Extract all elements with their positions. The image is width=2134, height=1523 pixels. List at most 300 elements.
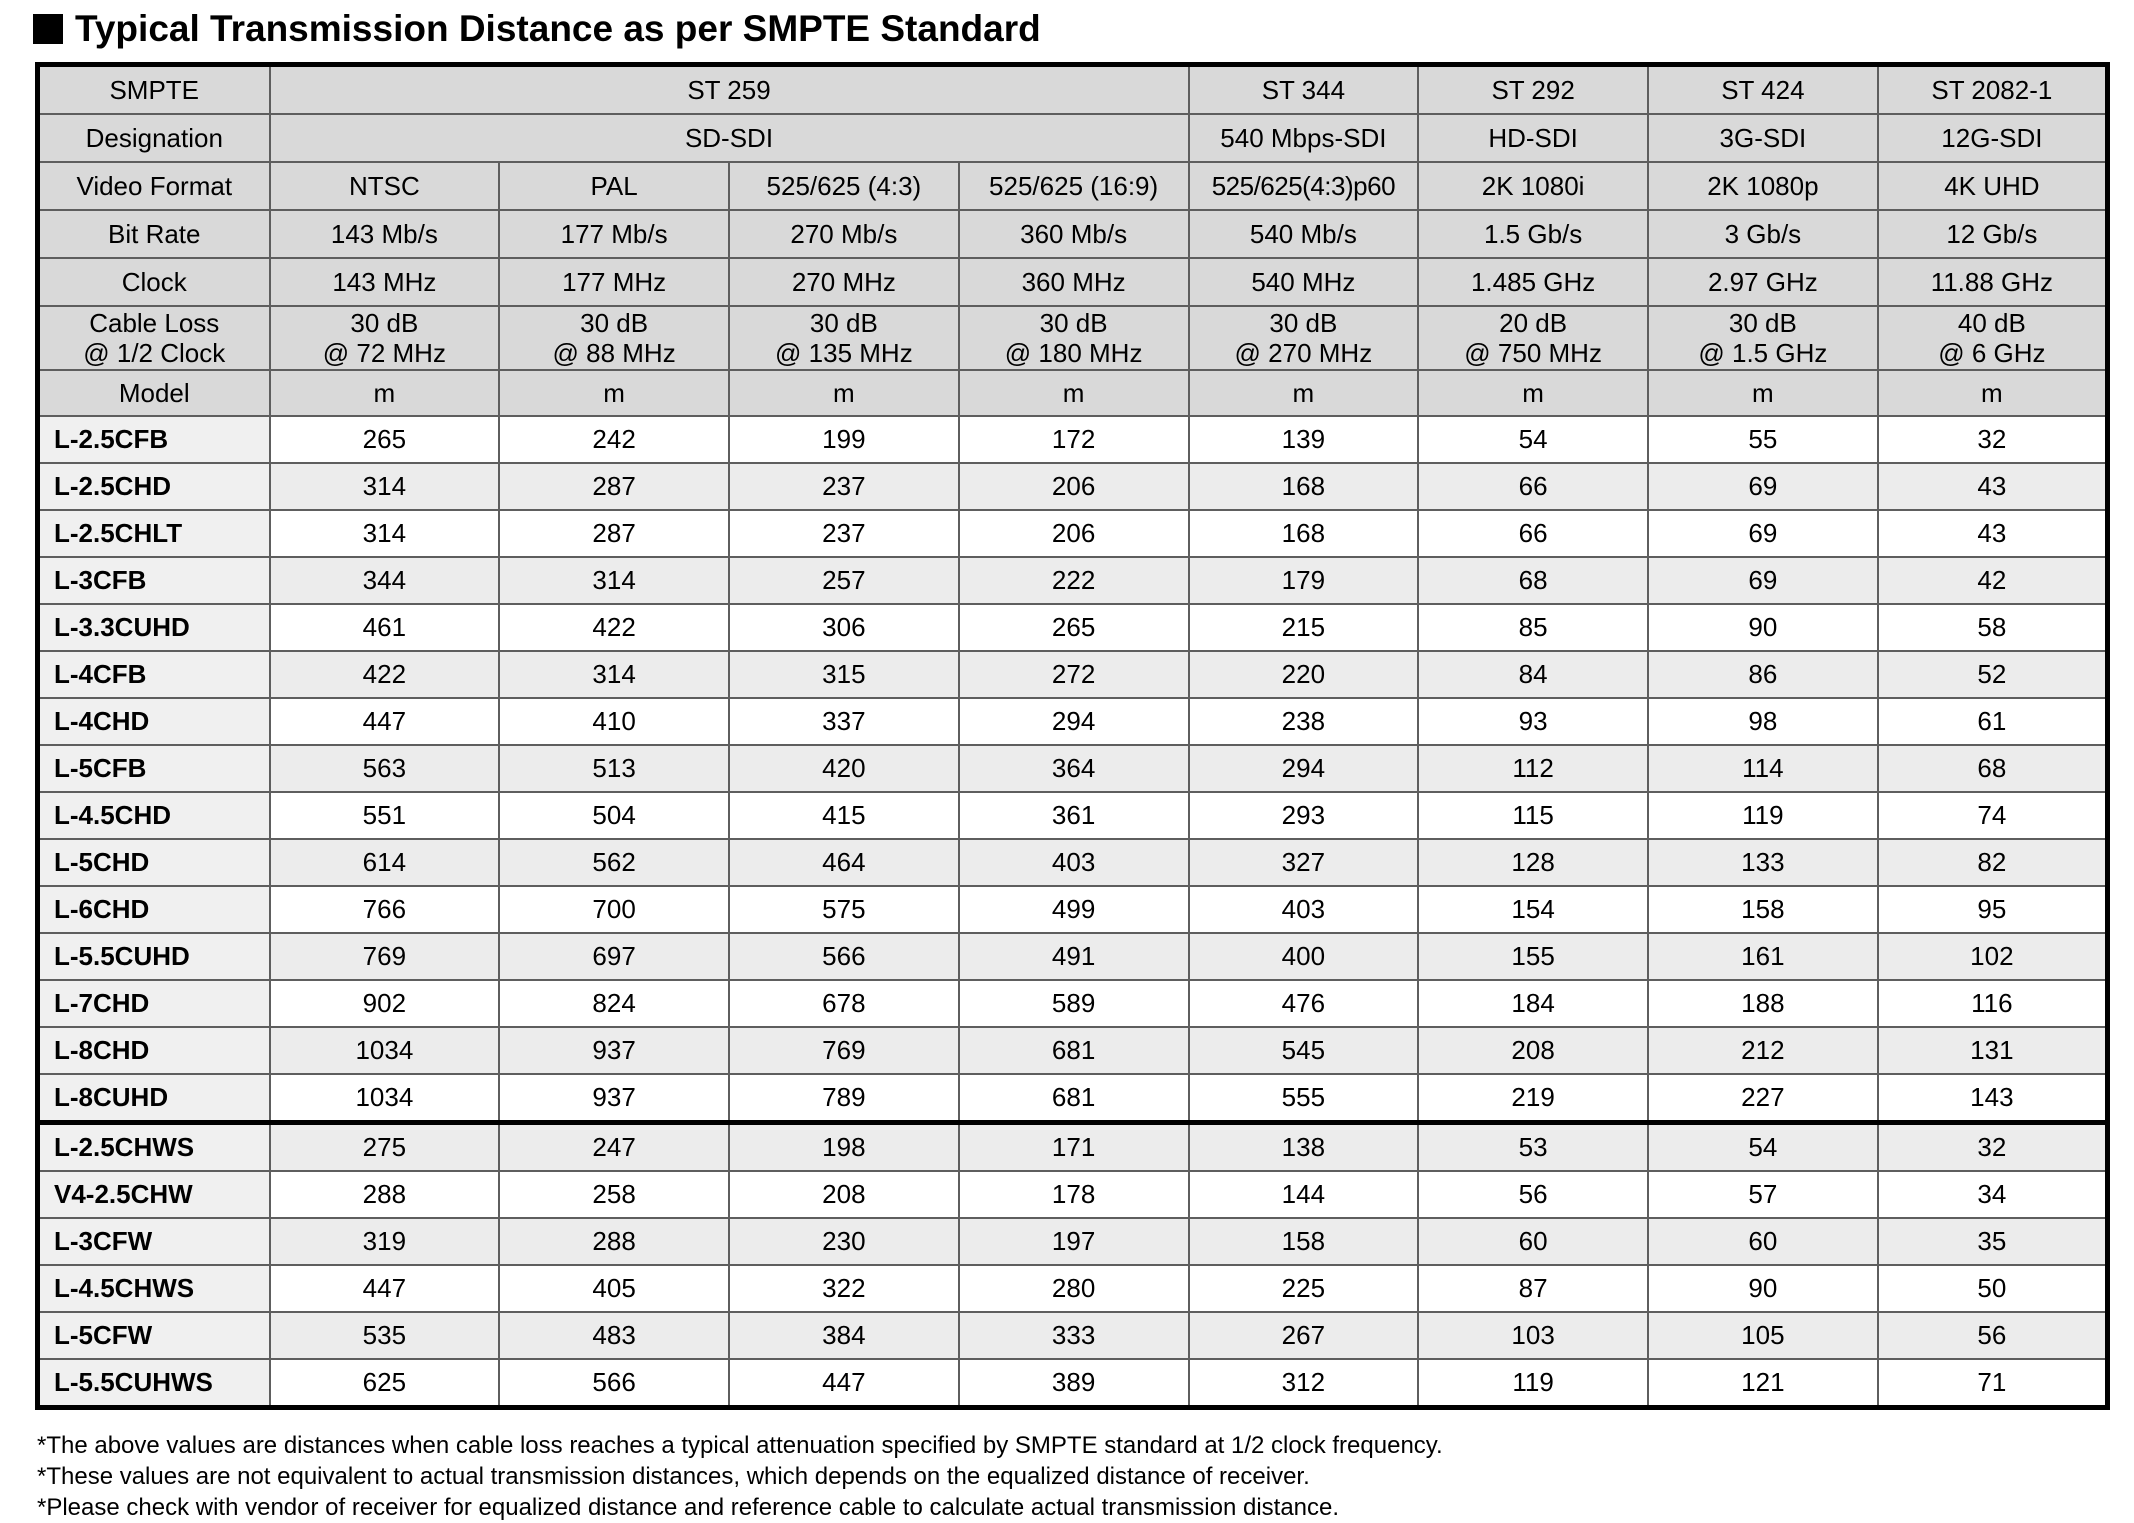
value-cell: 499 bbox=[959, 886, 1189, 933]
value-cell: 119 bbox=[1648, 792, 1878, 839]
value-cell: 208 bbox=[729, 1171, 959, 1218]
unit-cell: m bbox=[270, 370, 500, 416]
cable-loss-row bbox=[38, 306, 2108, 370]
value-cell: 155 bbox=[1418, 933, 1648, 980]
value-cell: 625 bbox=[270, 1359, 500, 1408]
value-cell: 158 bbox=[1189, 1218, 1419, 1265]
header-cell: 525/625 (16:9) bbox=[959, 162, 1189, 210]
value-cell: 230 bbox=[729, 1218, 959, 1265]
value-cell: 483 bbox=[499, 1312, 729, 1359]
value-cell: 1034 bbox=[270, 1074, 500, 1123]
page-title bbox=[33, 8, 1041, 50]
value-cell: 69 bbox=[1648, 557, 1878, 604]
value-cell: 82 bbox=[1878, 839, 2108, 886]
cable-loss-line: @ 6 GHz bbox=[1938, 338, 2046, 368]
value-cell: 219 bbox=[1418, 1074, 1648, 1123]
header-cell: ST 2082-1 bbox=[1878, 65, 2108, 115]
row-label: Clock bbox=[38, 258, 270, 306]
value-cell: 56 bbox=[1418, 1171, 1648, 1218]
value-cell: 937 bbox=[499, 1027, 729, 1074]
model-cell: L-8CHD bbox=[38, 1027, 270, 1074]
value-cell: 66 bbox=[1418, 463, 1648, 510]
header-cell: 3 Gb/s bbox=[1648, 210, 1878, 258]
designation-row bbox=[38, 114, 2108, 162]
value-cell: 114 bbox=[1648, 745, 1878, 792]
value-cell: 102 bbox=[1878, 933, 2108, 980]
table-row bbox=[38, 1171, 2108, 1218]
table-row bbox=[38, 510, 2108, 557]
model-cell: L-7CHD bbox=[38, 980, 270, 1027]
header-cell: 143 MHz bbox=[270, 258, 500, 306]
header-cell bbox=[270, 306, 500, 370]
table-row bbox=[38, 416, 2108, 463]
footnote: *These values are not equivalent to actual transmission distances, which depends on the equalized distance of receiver. bbox=[37, 1463, 1310, 1490]
header-cell: SD-SDI bbox=[270, 114, 1189, 162]
value-cell: 242 bbox=[499, 416, 729, 463]
value-cell: 32 bbox=[1878, 1123, 2108, 1172]
value-cell: 199 bbox=[729, 416, 959, 463]
header-cell bbox=[1648, 306, 1878, 370]
value-cell: 575 bbox=[729, 886, 959, 933]
header-cell: 1.485 GHz bbox=[1418, 258, 1648, 306]
model-cell: L-4.5CHD bbox=[38, 792, 270, 839]
value-cell: 131 bbox=[1878, 1027, 2108, 1074]
cable-loss-line: @ 180 MHz bbox=[1004, 338, 1143, 368]
value-cell: 68 bbox=[1878, 745, 2108, 792]
value-cell: 403 bbox=[1189, 886, 1419, 933]
value-cell: 545 bbox=[1189, 1027, 1419, 1074]
unit-cell: m bbox=[499, 370, 729, 416]
value-cell: 566 bbox=[499, 1359, 729, 1408]
header-cell: 1.5 Gb/s bbox=[1418, 210, 1648, 258]
cable-loss-line: 30 dB bbox=[1269, 308, 1338, 338]
row-label: Designation bbox=[38, 114, 270, 162]
header-cell: 177 MHz bbox=[499, 258, 729, 306]
value-cell: 937 bbox=[499, 1074, 729, 1123]
value-cell: 168 bbox=[1189, 510, 1419, 557]
value-cell: 447 bbox=[729, 1359, 959, 1408]
cable-loss-line: 20 dB bbox=[1499, 308, 1568, 338]
value-cell: 319 bbox=[270, 1218, 500, 1265]
model-cell: L-3.3CUHD bbox=[38, 604, 270, 651]
value-cell: 902 bbox=[270, 980, 500, 1027]
value-cell: 1034 bbox=[270, 1027, 500, 1074]
row-label-line: @ 1/2 Clock bbox=[83, 338, 226, 368]
value-cell: 327 bbox=[1189, 839, 1419, 886]
value-cell: 422 bbox=[270, 651, 500, 698]
cable-loss-line: @ 1.5 GHz bbox=[1698, 338, 1828, 368]
value-cell: 98 bbox=[1648, 698, 1878, 745]
value-cell: 551 bbox=[270, 792, 500, 839]
value-cell: 681 bbox=[959, 1074, 1189, 1123]
value-cell: 227 bbox=[1648, 1074, 1878, 1123]
value-cell: 614 bbox=[270, 839, 500, 886]
unit-cell: m bbox=[1418, 370, 1648, 416]
value-cell: 60 bbox=[1418, 1218, 1648, 1265]
value-cell: 172 bbox=[959, 416, 1189, 463]
value-cell: 158 bbox=[1648, 886, 1878, 933]
value-cell: 138 bbox=[1189, 1123, 1419, 1172]
value-cell: 766 bbox=[270, 886, 500, 933]
header-cell: 360 Mb/s bbox=[959, 210, 1189, 258]
value-cell: 337 bbox=[729, 698, 959, 745]
header-cell: 3G-SDI bbox=[1648, 114, 1878, 162]
model-cell: L-8CUHD bbox=[38, 1074, 270, 1123]
model-cell: L-5.5CUHWS bbox=[38, 1359, 270, 1408]
value-cell: 58 bbox=[1878, 604, 2108, 651]
footnote: *Please check with vendor of receiver for equalized distance and reference cable to calculate actual transmission distance. bbox=[37, 1494, 1340, 1521]
value-cell: 116 bbox=[1878, 980, 2108, 1027]
unit-cell: m bbox=[1189, 370, 1419, 416]
page-title-text: Typical Transmission Distance as per SMPTE Standard bbox=[75, 8, 1041, 49]
value-cell: 566 bbox=[729, 933, 959, 980]
value-cell: 288 bbox=[499, 1218, 729, 1265]
value-cell: 476 bbox=[1189, 980, 1419, 1027]
value-cell: 447 bbox=[270, 1265, 500, 1312]
value-cell: 225 bbox=[1189, 1265, 1419, 1312]
header-cell bbox=[1418, 306, 1648, 370]
header-cell: 11.88 GHz bbox=[1878, 258, 2108, 306]
unit-cell: m bbox=[729, 370, 959, 416]
value-cell: 74 bbox=[1878, 792, 2108, 839]
value-cell: 415 bbox=[729, 792, 959, 839]
cable-loss-line: @ 88 MHz bbox=[552, 338, 676, 368]
table-row bbox=[38, 1123, 2108, 1172]
value-cell: 93 bbox=[1418, 698, 1648, 745]
value-cell: 344 bbox=[270, 557, 500, 604]
header-cell bbox=[729, 306, 959, 370]
value-cell: 237 bbox=[729, 510, 959, 557]
value-cell: 35 bbox=[1878, 1218, 2108, 1265]
model-cell: L-2.5CHLT bbox=[38, 510, 270, 557]
value-cell: 57 bbox=[1648, 1171, 1878, 1218]
value-cell: 128 bbox=[1418, 839, 1648, 886]
value-cell: 238 bbox=[1189, 698, 1419, 745]
table-row bbox=[38, 1359, 2108, 1408]
cable-loss-line: @ 72 MHz bbox=[322, 338, 446, 368]
value-cell: 144 bbox=[1189, 1171, 1419, 1218]
value-cell: 143 bbox=[1878, 1074, 2108, 1123]
value-cell: 105 bbox=[1648, 1312, 1878, 1359]
value-cell: 90 bbox=[1648, 604, 1878, 651]
header-cell: 540 Mbps-SDI bbox=[1189, 114, 1419, 162]
value-cell: 389 bbox=[959, 1359, 1189, 1408]
value-cell: 294 bbox=[1189, 745, 1419, 792]
value-cell: 272 bbox=[959, 651, 1189, 698]
value-cell: 535 bbox=[270, 1312, 500, 1359]
value-cell: 90 bbox=[1648, 1265, 1878, 1312]
value-cell: 32 bbox=[1878, 416, 2108, 463]
value-cell: 103 bbox=[1418, 1312, 1648, 1359]
value-cell: 700 bbox=[499, 886, 729, 933]
cable-loss-line: 30 dB bbox=[350, 308, 419, 338]
value-cell: 43 bbox=[1878, 463, 2108, 510]
value-cell: 71 bbox=[1878, 1359, 2108, 1408]
cable-loss-line: @ 270 MHz bbox=[1234, 338, 1373, 368]
value-cell: 179 bbox=[1189, 557, 1419, 604]
row-label: Bit Rate bbox=[38, 210, 270, 258]
value-cell: 314 bbox=[270, 510, 500, 557]
value-cell: 257 bbox=[729, 557, 959, 604]
value-cell: 287 bbox=[499, 463, 729, 510]
model-cell: L-5CFW bbox=[38, 1312, 270, 1359]
cable-loss-line: 30 dB bbox=[1728, 308, 1797, 338]
value-cell: 212 bbox=[1648, 1027, 1878, 1074]
value-cell: 400 bbox=[1189, 933, 1419, 980]
value-cell: 42 bbox=[1878, 557, 2108, 604]
header-cell: 2K 1080i bbox=[1418, 162, 1648, 210]
value-cell: 491 bbox=[959, 933, 1189, 980]
cable-loss-line: 30 dB bbox=[1039, 308, 1108, 338]
value-cell: 208 bbox=[1418, 1027, 1648, 1074]
value-cell: 314 bbox=[270, 463, 500, 510]
table-row bbox=[38, 745, 2108, 792]
footnote: *The above values are distances when cable loss reaches a typical attenuation specified by SMPTE standard at 1/2 clock frequency. bbox=[37, 1432, 1443, 1459]
value-cell: 66 bbox=[1418, 510, 1648, 557]
value-cell: 56 bbox=[1878, 1312, 2108, 1359]
model-cell: L-5CHD bbox=[38, 839, 270, 886]
value-cell: 198 bbox=[729, 1123, 959, 1172]
value-cell: 55 bbox=[1648, 416, 1878, 463]
value-cell: 188 bbox=[1648, 980, 1878, 1027]
header-cell: 270 Mb/s bbox=[729, 210, 959, 258]
table-row bbox=[38, 980, 2108, 1027]
value-cell: 420 bbox=[729, 745, 959, 792]
unit-cell: m bbox=[1648, 370, 1878, 416]
table-row bbox=[38, 1312, 2108, 1359]
header-cell: PAL bbox=[499, 162, 729, 210]
value-cell: 197 bbox=[959, 1218, 1189, 1265]
value-cell: 60 bbox=[1648, 1218, 1878, 1265]
header-cell: 540 MHz bbox=[1189, 258, 1419, 306]
value-cell: 306 bbox=[729, 604, 959, 651]
value-cell: 168 bbox=[1189, 463, 1419, 510]
value-cell: 265 bbox=[270, 416, 500, 463]
value-cell: 555 bbox=[1189, 1074, 1419, 1123]
square-bullet-icon bbox=[33, 14, 63, 44]
value-cell: 154 bbox=[1418, 886, 1648, 933]
video-format-row bbox=[38, 162, 2108, 210]
value-cell: 85 bbox=[1418, 604, 1648, 651]
header-cell: ST 344 bbox=[1189, 65, 1419, 115]
table-row bbox=[38, 839, 2108, 886]
model-unit-row bbox=[38, 370, 2108, 416]
value-cell: 53 bbox=[1418, 1123, 1648, 1172]
value-cell: 447 bbox=[270, 698, 500, 745]
value-cell: 384 bbox=[729, 1312, 959, 1359]
value-cell: 364 bbox=[959, 745, 1189, 792]
table-row bbox=[38, 1265, 2108, 1312]
value-cell: 312 bbox=[1189, 1359, 1419, 1408]
header-cell: ST 424 bbox=[1648, 65, 1878, 115]
header-cell: ST 292 bbox=[1418, 65, 1648, 115]
value-cell: 52 bbox=[1878, 651, 2108, 698]
model-cell: L-4CFB bbox=[38, 651, 270, 698]
header-cell: 177 Mb/s bbox=[499, 210, 729, 258]
value-cell: 220 bbox=[1189, 651, 1419, 698]
value-cell: 504 bbox=[499, 792, 729, 839]
header-cell: 360 MHz bbox=[959, 258, 1189, 306]
value-cell: 464 bbox=[729, 839, 959, 886]
value-cell: 333 bbox=[959, 1312, 1189, 1359]
table-row bbox=[38, 792, 2108, 839]
value-cell: 61 bbox=[1878, 698, 2108, 745]
smpte-table bbox=[35, 62, 2110, 1410]
model-cell: L-4CHD bbox=[38, 698, 270, 745]
value-cell: 315 bbox=[729, 651, 959, 698]
unit-cell: m bbox=[959, 370, 1189, 416]
value-cell: 43 bbox=[1878, 510, 2108, 557]
unit-cell: m bbox=[1878, 370, 2108, 416]
value-cell: 314 bbox=[499, 557, 729, 604]
table-body bbox=[38, 65, 2108, 1408]
cable-loss-line: @ 135 MHz bbox=[775, 338, 913, 368]
value-cell: 589 bbox=[959, 980, 1189, 1027]
smpte-row bbox=[38, 65, 2108, 115]
row-label: Video Format bbox=[38, 162, 270, 210]
value-cell: 267 bbox=[1189, 1312, 1419, 1359]
model-cell: V4-2.5CHW bbox=[38, 1171, 270, 1218]
header-cell: 2.97 GHz bbox=[1648, 258, 1878, 306]
value-cell: 461 bbox=[270, 604, 500, 651]
cable-loss-line: @ 750 MHz bbox=[1464, 338, 1602, 368]
value-cell: 422 bbox=[499, 604, 729, 651]
value-cell: 119 bbox=[1418, 1359, 1648, 1408]
value-cell: 789 bbox=[729, 1074, 959, 1123]
value-cell: 403 bbox=[959, 839, 1189, 886]
value-cell: 54 bbox=[1418, 416, 1648, 463]
header-cell: ST 259 bbox=[270, 65, 1189, 115]
value-cell: 34 bbox=[1878, 1171, 2108, 1218]
model-cell: L-3CFW bbox=[38, 1218, 270, 1265]
value-cell: 293 bbox=[1189, 792, 1419, 839]
value-cell: 824 bbox=[499, 980, 729, 1027]
table-row bbox=[38, 1218, 2108, 1265]
header-cell: 270 MHz bbox=[729, 258, 959, 306]
model-cell: L-6CHD bbox=[38, 886, 270, 933]
header-cell: 12G-SDI bbox=[1878, 114, 2108, 162]
model-cell: L-3CFB bbox=[38, 557, 270, 604]
header-cell: 143 Mb/s bbox=[270, 210, 500, 258]
value-cell: 115 bbox=[1418, 792, 1648, 839]
value-cell: 287 bbox=[499, 510, 729, 557]
value-cell: 133 bbox=[1648, 839, 1878, 886]
header-cell: 4K UHD bbox=[1878, 162, 2108, 210]
value-cell: 405 bbox=[499, 1265, 729, 1312]
value-cell: 87 bbox=[1418, 1265, 1648, 1312]
value-cell: 171 bbox=[959, 1123, 1189, 1172]
value-cell: 178 bbox=[959, 1171, 1189, 1218]
header-cell: 525/625(4:3)p60 bbox=[1189, 162, 1419, 210]
value-cell: 206 bbox=[959, 510, 1189, 557]
value-cell: 678 bbox=[729, 980, 959, 1027]
value-cell: 294 bbox=[959, 698, 1189, 745]
model-cell: L-4.5CHWS bbox=[38, 1265, 270, 1312]
value-cell: 769 bbox=[729, 1027, 959, 1074]
value-cell: 139 bbox=[1189, 416, 1419, 463]
cable-loss-line: 40 dB bbox=[1957, 308, 2026, 338]
value-cell: 769 bbox=[270, 933, 500, 980]
header-cell: 525/625 (4:3) bbox=[729, 162, 959, 210]
value-cell: 54 bbox=[1648, 1123, 1878, 1172]
value-cell: 322 bbox=[729, 1265, 959, 1312]
value-cell: 247 bbox=[499, 1123, 729, 1172]
model-cell: L-2.5CFB bbox=[38, 416, 270, 463]
table-row bbox=[38, 1074, 2108, 1123]
header-cell: HD-SDI bbox=[1418, 114, 1648, 162]
value-cell: 95 bbox=[1878, 886, 2108, 933]
clock-row bbox=[38, 258, 2108, 306]
header-cell bbox=[959, 306, 1189, 370]
model-cell: L-5.5CUHD bbox=[38, 933, 270, 980]
value-cell: 361 bbox=[959, 792, 1189, 839]
value-cell: 275 bbox=[270, 1123, 500, 1172]
value-cell: 215 bbox=[1189, 604, 1419, 651]
table-row bbox=[38, 651, 2108, 698]
value-cell: 410 bbox=[499, 698, 729, 745]
value-cell: 697 bbox=[499, 933, 729, 980]
value-cell: 184 bbox=[1418, 980, 1648, 1027]
row-label bbox=[38, 306, 270, 370]
value-cell: 86 bbox=[1648, 651, 1878, 698]
header-cell: 12 Gb/s bbox=[1878, 210, 2108, 258]
header-cell bbox=[1878, 306, 2108, 370]
bit-rate-row bbox=[38, 210, 2108, 258]
value-cell: 280 bbox=[959, 1265, 1189, 1312]
value-cell: 513 bbox=[499, 745, 729, 792]
value-cell: 84 bbox=[1418, 651, 1648, 698]
value-cell: 562 bbox=[499, 839, 729, 886]
header-cell: NTSC bbox=[270, 162, 500, 210]
value-cell: 258 bbox=[499, 1171, 729, 1218]
value-cell: 681 bbox=[959, 1027, 1189, 1074]
header-cell bbox=[1189, 306, 1419, 370]
row-label: SMPTE bbox=[38, 65, 270, 115]
table-row bbox=[38, 463, 2108, 510]
value-cell: 563 bbox=[270, 745, 500, 792]
row-label-line: Cable Loss bbox=[89, 308, 220, 338]
value-cell: 237 bbox=[729, 463, 959, 510]
value-cell: 69 bbox=[1648, 510, 1878, 557]
value-cell: 121 bbox=[1648, 1359, 1878, 1408]
header-cell: 2K 1080p bbox=[1648, 162, 1878, 210]
value-cell: 314 bbox=[499, 651, 729, 698]
value-cell: 69 bbox=[1648, 463, 1878, 510]
table-row bbox=[38, 698, 2108, 745]
model-cell: L-2.5CHD bbox=[38, 463, 270, 510]
table-row bbox=[38, 1027, 2108, 1074]
footnotes bbox=[37, 1430, 1443, 1523]
value-cell: 50 bbox=[1878, 1265, 2108, 1312]
row-label: Model bbox=[38, 370, 270, 416]
table-row bbox=[38, 557, 2108, 604]
table-row bbox=[38, 604, 2108, 651]
header-cell: 540 Mb/s bbox=[1189, 210, 1419, 258]
cable-loss-line: 30 dB bbox=[580, 308, 649, 338]
value-cell: 161 bbox=[1648, 933, 1878, 980]
value-cell: 68 bbox=[1418, 557, 1648, 604]
value-cell: 222 bbox=[959, 557, 1189, 604]
table-row bbox=[38, 886, 2108, 933]
table-row bbox=[38, 933, 2108, 980]
value-cell: 206 bbox=[959, 463, 1189, 510]
model-cell: L-2.5CHWS bbox=[38, 1123, 270, 1172]
header-cell bbox=[499, 306, 729, 370]
model-cell: L-5CFB bbox=[38, 745, 270, 792]
value-cell: 265 bbox=[959, 604, 1189, 651]
cable-loss-line: 30 dB bbox=[809, 308, 878, 338]
value-cell: 112 bbox=[1418, 745, 1648, 792]
